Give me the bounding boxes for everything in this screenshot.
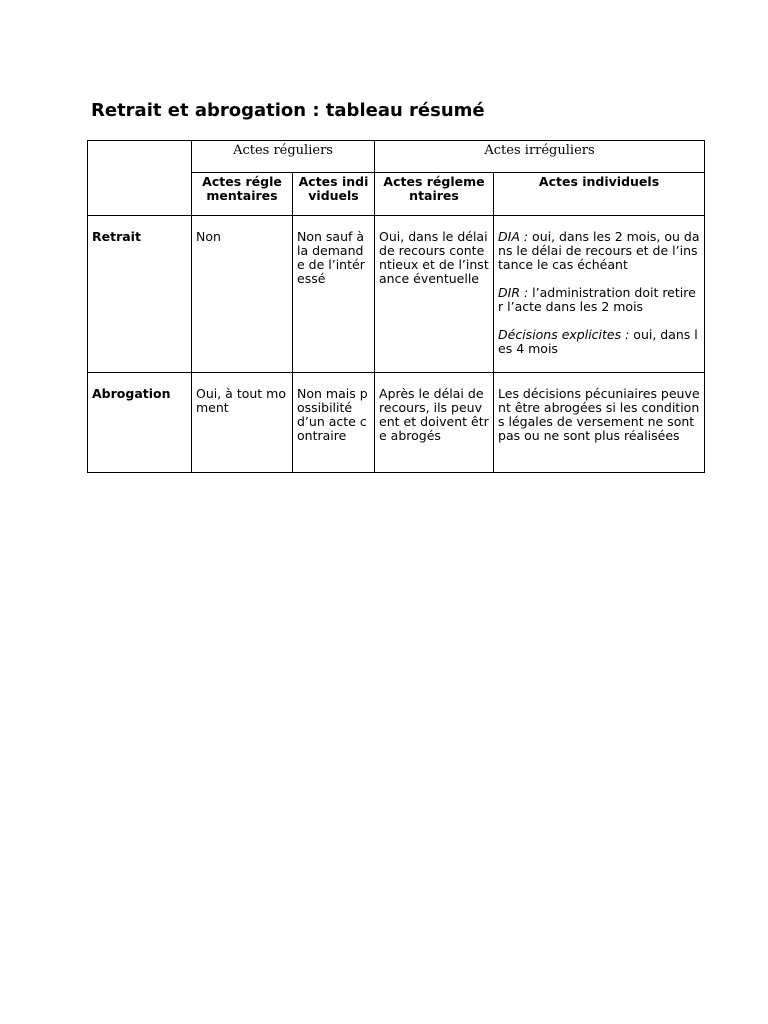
header-reg-individuels: Actes individuels [293, 173, 375, 216]
cell-abrogation-reg-individuels: Non mais possibilité d’un acte contraire [293, 373, 375, 473]
paragraph-decisions-explicites [498, 328, 700, 356]
decisions-explicites-label: Décisions explicites : [498, 327, 630, 342]
header-irr-individuels: Actes individuels [494, 173, 705, 216]
dir-text: l’administration doit retirer l’acte dans les 2 mois [498, 285, 696, 314]
table-header-row-groups [88, 141, 705, 173]
dia-label: DIA : [498, 229, 529, 244]
cell-retrait-reg-individuels: Non sauf à la demande de l’intéressé [293, 216, 375, 373]
cell-retrait-reg-reglementaires: Non [192, 216, 293, 373]
row-label-abrogation: Abrogation [88, 373, 192, 473]
header-reg-reglementaires: Actes réglementaires [192, 173, 293, 216]
table-row-abrogation [88, 373, 705, 473]
empty-corner-cell [88, 141, 192, 216]
row-label-retrait: Retrait [88, 216, 192, 373]
header-actes-reguliers: Actes réguliers [192, 141, 375, 173]
header-actes-irreguliers: Actes irréguliers [375, 141, 705, 173]
decisions-explicites-text: oui, dans les 4 mois [498, 327, 698, 356]
cell-retrait-irr-reglementaires: Oui, dans le délai de recours contentieux et de l’instance éventuelle [375, 216, 494, 373]
cell-abrogation-irr-individuels: Les décisions pécuniaires peuvent être abrogées si les conditions légales de versement ne sont pas ou ne sont plus réalisées [494, 373, 705, 473]
summary-table [87, 140, 705, 473]
table-row-retrait [88, 216, 705, 373]
header-irr-reglementaires: Actes réglementaires [375, 173, 494, 216]
page-title: Retrait et abrogation : tableau résumé [91, 100, 485, 121]
paragraph-dia [498, 230, 700, 272]
paragraph-dir [498, 286, 700, 314]
dir-label: DIR : [498, 285, 529, 300]
cell-abrogation-reg-reglementaires: Oui, à tout moment [192, 373, 293, 473]
cell-abrogation-irr-reglementaires: Après le délai de recours, ils peuvent et doivent être abrogés [375, 373, 494, 473]
dia-text: oui, dans les 2 mois, ou dans le délai de recours et de l’instance le cas échéant [498, 229, 700, 272]
cell-retrait-irr-individuels [494, 216, 705, 373]
